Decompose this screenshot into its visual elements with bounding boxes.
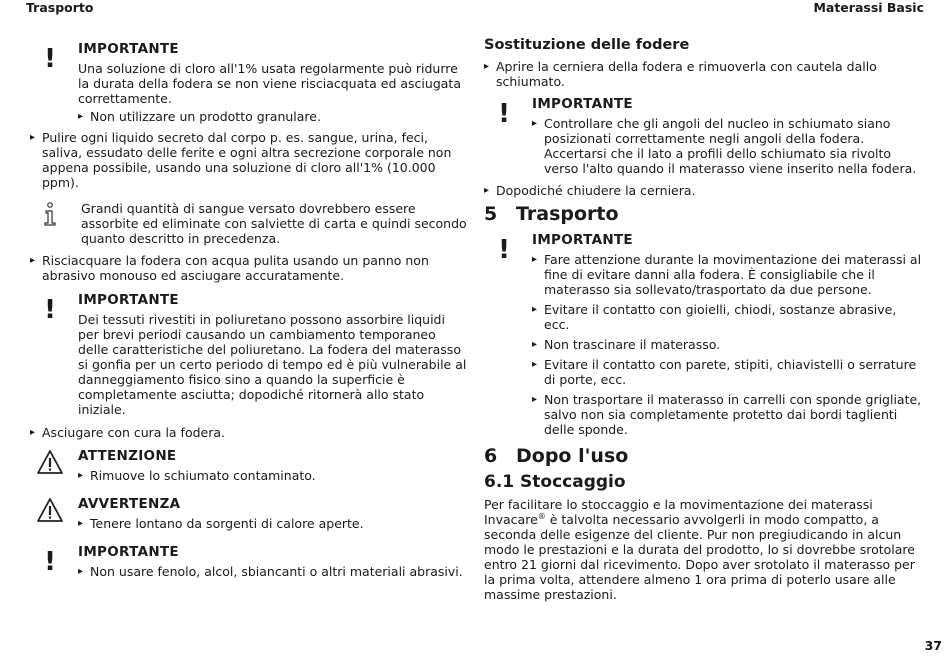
- note-heading: IMPORTANTE: [78, 544, 179, 560]
- section-number: 5: [484, 203, 498, 225]
- note-bullet: ▸ Rimuove lo schiumato contaminato.: [78, 468, 468, 483]
- header-section-title: Trasporto: [26, 0, 94, 15]
- note-heading: ATTENZIONE: [78, 448, 177, 464]
- note-bullet: ▸ Tenere lontano da sorgenti di calore aperte.: [78, 516, 468, 531]
- note-heading: IMPORTANTE: [532, 232, 633, 248]
- note-bullet: ▸ Evitare il contatto con parete, stipiti, chiavistelli o serrature di porte, ecc.: [532, 357, 922, 387]
- instruction-bullet: ▸ Dopodiché chiudere la cerniera.: [484, 183, 922, 198]
- note-bullet: ▸ Non trascinare il materasso.: [532, 337, 922, 352]
- exclamation-icon: !: [498, 235, 510, 265]
- section-title: Dopo l'uso: [516, 445, 629, 467]
- instruction-bullet: ▸ Pulire ogni liquido secreto dal corpo p. es. sangue, urina, feci, saliva, essudato delle ferite e ogni altra secrezione corporale non appena possibile, usando una soluzione di cloro all'1% (10.000 ppm).: [30, 130, 468, 190]
- subsection-number: 6.1: [484, 472, 515, 492]
- important-note: [30, 545, 468, 579]
- info-note: [30, 201, 468, 246]
- exclamation-icon: !: [44, 547, 56, 577]
- info-text: Grandi quantità di sangue versato dovrebbero essere assorbite ed eliminate con salviette di carta e quindi secondo quanto descritto in precedenza.: [81, 201, 467, 246]
- instruction-bullet: ▸ Risciacquare la fodera con acqua pulita usando un panno non abrasivo monouso ed asciugare accuratamente.: [30, 253, 468, 283]
- note-text: Dei tessuti rivestiti in poliuretano possono assorbire liquidi per brevi periodi causando un cambiamento temporaneo delle caratteristiche del poliuretano. La fodera del materasso si gonfia per un certo periodo di tempo ed è più vulnerabile al danneggiamento fisico sino a quando la superficie è completamente asciutta; dopodiché ritornerà allo stato iniziale.: [78, 312, 467, 417]
- note-bullet: ▸ Evitare il contatto con gioielli, chiodi, sostanze abrasive, ecc.: [532, 302, 922, 332]
- instruction-bullet: ▸ Aprire la cerniera della fodera e rimuoverla con cautela dallo schiumato.: [484, 59, 922, 89]
- registered-mark: ®: [537, 511, 546, 521]
- subsection-heading-storage: [484, 472, 922, 492]
- warning-note: [30, 497, 468, 531]
- subsection-title: Stoccaggio: [520, 472, 626, 492]
- subsection-heading: Sostituzione delle fodere: [484, 37, 690, 53]
- header-product-title: Materassi Basic: [813, 0, 924, 15]
- note-bullet: ▸ Controllare che gli angoli del nucleo in schiumato siano posizionati correttamente negli angoli della fodera. Accertarsi che il lato a profili dello schiumato sia rivolto verso l'alto quando il materasso viene inserito nella fodera.: [532, 116, 922, 176]
- info-icon: [30, 201, 70, 230]
- section-heading-after-use: [484, 445, 922, 467]
- note-bullet: ▸ Fare attenzione durante la movimentazione dei materassi al fine di evitare danni alla fodera. È consigliabile che il materasso sia sollevato/trasportato da due persone.: [532, 252, 922, 297]
- note-bullet: ▸ Non usare fenolo, alcol, sbiancanti o altri materiali abrasivi.: [78, 564, 468, 579]
- left-column: [30, 38, 468, 579]
- paragraph-start: Per facilitare lo stoccaggio e la movimentazione dei materassi Invacare: [484, 497, 873, 527]
- caution-note: [30, 449, 468, 483]
- warning-triangle-icon: [30, 449, 70, 478]
- warning-triangle-icon: [30, 497, 70, 526]
- right-column: [484, 38, 922, 602]
- exclamation-icon: !: [44, 44, 56, 74]
- note-heading: IMPORTANTE: [532, 96, 633, 112]
- storage-paragraph: [484, 497, 922, 602]
- important-note: [484, 233, 922, 437]
- note-bullet: ▸ Non utilizzare un prodotto granulare.: [78, 109, 468, 124]
- note-heading: IMPORTANTE: [78, 41, 179, 57]
- page-number: 37: [924, 638, 942, 653]
- note-heading: IMPORTANTE: [78, 292, 179, 308]
- paragraph-rest: è talvolta necessario avvolgerli in modo compatto, a seconda delle esigenze del cliente. Pur non pregiudicando in alcun modo le prestazioni e la durata del prodotto, lo si dovrebbe srotolare entro 21 giorni dal ricevimento. Dopo aver srotolato il materasso per la prima volta, attendere almeno 1 ora prima di poterlo usare alle massime prestazioni.: [484, 512, 915, 602]
- note-bullet: ▸ Non trasportare il materasso in carrelli con sponde grigliate, salvo non sia completamente protetto dai bordi taglienti delle sponde.: [532, 392, 922, 437]
- instruction-bullet: ▸ Asciugare con cura la fodera.: [30, 425, 468, 440]
- note-heading: AVVERTENZA: [78, 496, 181, 512]
- section-heading-transport: [484, 203, 922, 225]
- section-number: 6: [484, 445, 498, 467]
- important-note: [484, 97, 922, 176]
- important-note: [30, 293, 468, 417]
- note-text: Una soluzione di cloro all'1% usata regolarmente può ridurre la durata della fodera se non viene risciacquata ed asciugata correttamente.: [78, 61, 461, 106]
- exclamation-icon: !: [498, 99, 510, 129]
- section-title: Trasporto: [516, 203, 619, 225]
- exclamation-icon: !: [44, 295, 56, 325]
- important-note: [30, 42, 468, 124]
